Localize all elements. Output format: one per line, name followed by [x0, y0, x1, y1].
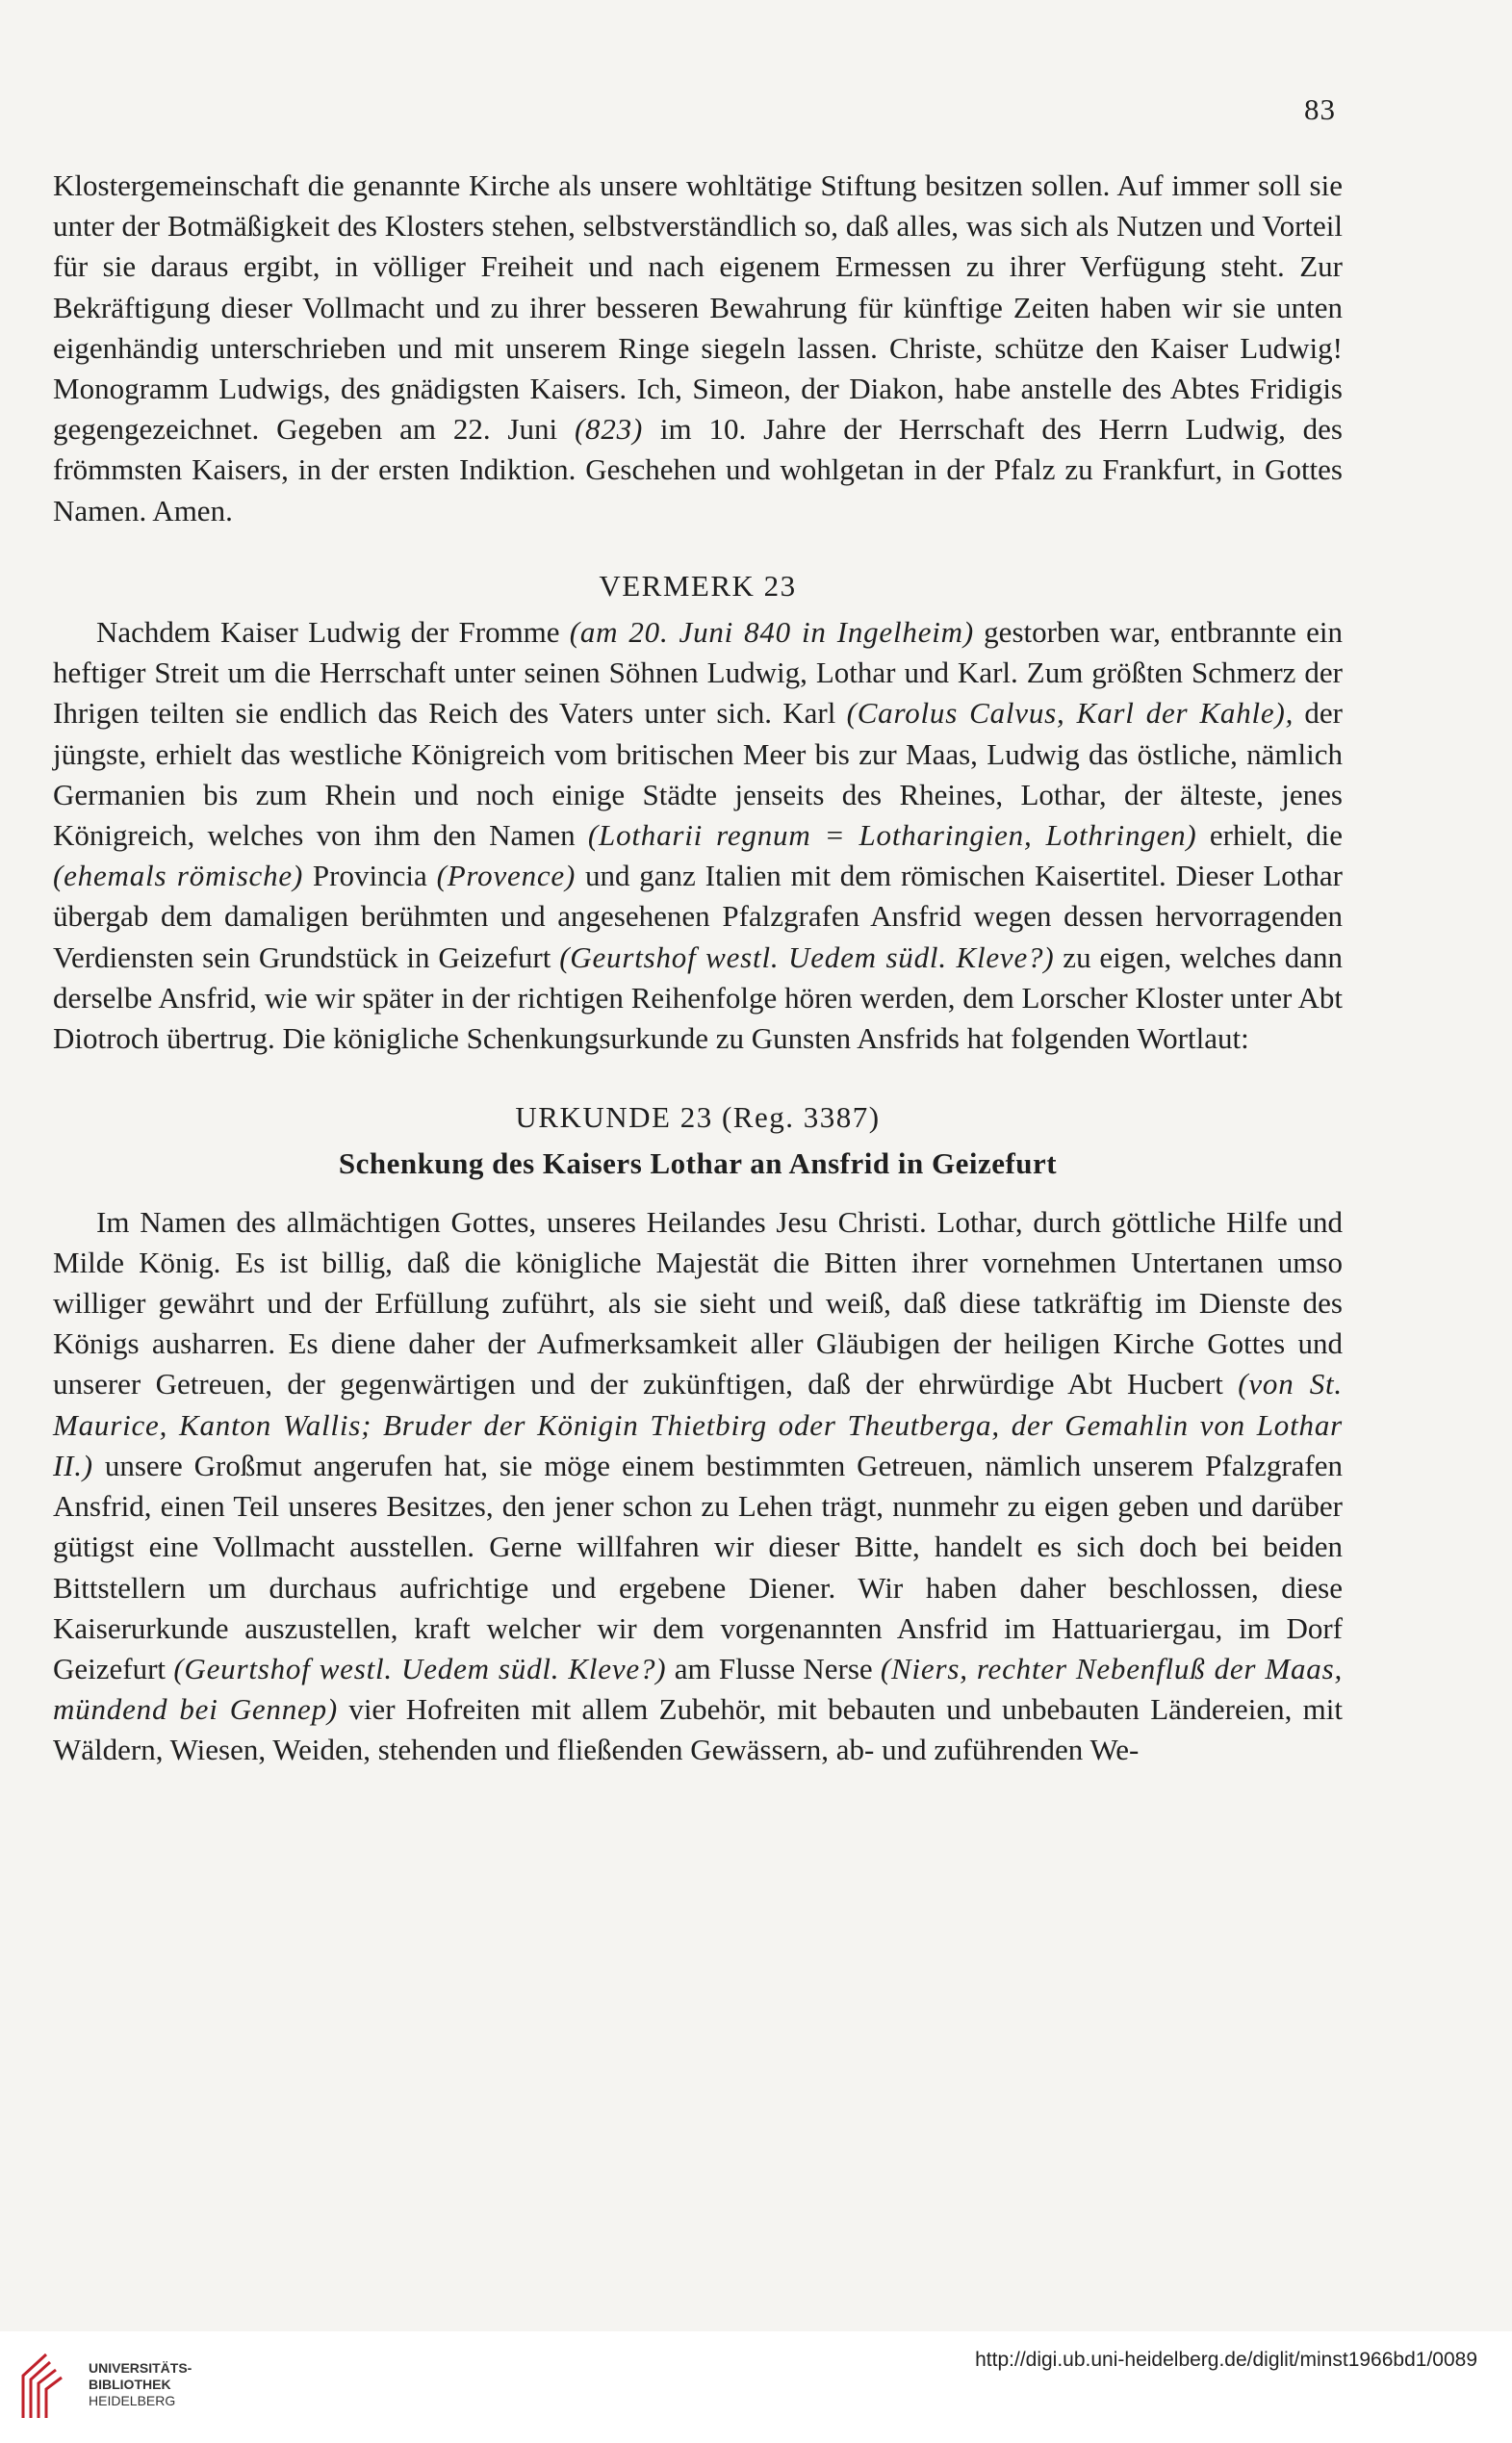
- digitization-footer: [0, 2331, 1512, 2443]
- editorial-note: (am 20. Juni 840 in Ingelheim): [569, 615, 974, 650]
- paragraph-vermerk: [53, 612, 1343, 1059]
- text-run: Klostergemeinschaft die genannte Kirche als unsere wohltätige Stiftung besitzen sollen. Auf immer soll sie unter der Botmäßigkeit des Klosters stehen, selbstverständlich so, daß alles, was sich als Nutzen und Vorteil für sie daraus ergibt, in völliger Freiheit und nach eigenem Ermessen zu ihrer Verfügung steht. Zur Bekräftigung dieser Vollmacht und zu ihrer besseren Bewahrung für künftige Zeiten haben wir sie unten eigenhändig unterschrieben und mit unserem Ringe siegeln lassen. Christe, schütze den Kaiser Ludwig! Monogramm Ludwigs, des gnädigsten Kaisers. Ich, Simeon, der Diakon, habe anstelle des Abtes Fridigis gegengezeichnet. Gegeben am 22. Juni: [53, 168, 1343, 447]
- editorial-note: (Lotharii regnum = Lotharingien, Lothringen): [587, 818, 1197, 853]
- library-name-line1: UNIVERSITÄTS-: [89, 2360, 192, 2376]
- paragraph-document-end: [53, 166, 1343, 531]
- editorial-note: (Provence): [436, 859, 577, 893]
- text-run: unsere Großmut angerufen hat, sie möge einem bestimmten Getreuen, nämlich unserem Pfalzgrafen Ansfrid, einen Teil unseres Besitzes, den jener schon zu Lehen trägt, nunmehr zu eigen geben und darüber gütigst eine Vollmacht ausstellen. Gerne willfahren wir dieser Bitte, handelt es sich doch bei beiden Bittstellern um durchaus aufrichtige und ergebene Diener. Wir haben daher beschlossen, diese Kaiserurkunde auszustellen, kraft welcher wir dem vorgenannten Ansfrid im Hattuariergau, im Dorf Geizefurt: [53, 1448, 1343, 1685]
- editorial-note: (823): [574, 412, 644, 447]
- text-run: der jüngste, erhielt das westliche Königreich vom britischen Meer bis zur Maas, Ludwig das östliche, nämlich Germanien bis zum Rhein und noch einige Städte jenseits des Rheines, Lothar, der älteste, jenes Königreich, welches von ihm den Namen: [53, 696, 1343, 853]
- heading-urkunde-title: Schenkung des Kaisers Lothar an Ansfrid in Geizefurt: [338, 1146, 1058, 1181]
- text-run: Im Namen des allmächtigen Gottes, unseres Heilandes Jesu Christi. Lothar, durch göttliche Hilfe und Milde König. Es ist billig, daß die königliche Majestät die Bitten ihrer vornehmen Untertanen umso williger gewährt und der Erfüllung zuführt, als sie sieht und weiß, daß diese tatkräftig im Dienste des Königs ausharren. Es diene daher der Aufmerksamkeit aller Gläubigen der heiligen Kirche Gottes und unserer Getreuen, der gegenwärtigen und der zukünftigen, daß der ehrwürdige Abt Hucbert: [53, 1204, 1343, 1402]
- page-number: 83: [1304, 92, 1336, 126]
- editorial-note: (Carolus Calvus, Karl der Kahle),: [846, 696, 1294, 731]
- body-text: [53, 166, 1343, 1771]
- text-run: Nachdem Kaiser Ludwig der Fromme: [96, 615, 570, 650]
- library-name-line2: BIBLIOTHEK: [89, 2377, 171, 2392]
- library-name-line3: HEIDELBERG: [89, 2393, 176, 2408]
- text-run: im 10. Jahre der Herrschaft des Herrn Ludwig, des frömmsten Kaisers, in der ersten Indiktion. Geschehen und wohlgetan in der Pfalz zu Frankfurt, in Gottes Namen. Amen.: [53, 412, 1343, 527]
- library-name: [89, 2360, 192, 2409]
- heading-urkunde: URKUNDE 23 (Reg. 3387): [515, 1100, 881, 1135]
- text-run: am Flusse Nerse: [666, 1651, 881, 1685]
- heading-vermerk: VERMERK 23: [599, 568, 797, 603]
- editorial-note: (ehemals römische): [53, 859, 304, 893]
- text-run: und ganz Italien mit dem römischen Kaisertitel. Dieser Lothar übergab dem damaligen berühmten und angesehenen Pfalzgrafen Ansfrid wegen dessen hervorragenden Verdiensten sein Grundstück in Geizefurt: [53, 859, 1343, 974]
- text-run: zu eigen, welches dann derselbe Ansfrid, wie wir später in der richtigen Reihenfolge hören werden, dem Lorscher Kloster unter Abt Diotroch übertrug. Die königliche Schenkungsurkunde zu Gunsten Ansfrids hat folgenden Wortlaut:: [53, 939, 1344, 1056]
- source-url-link[interactable]: http://digi.ub.uni-heidelberg.de/diglit/minst1966bd1/0089: [975, 2349, 1477, 2371]
- text-run: vier Hofreiten mit allem Zubehör, mit bebauten und unbebauten Ländereien, mit Wäldern, Wiesen, Weiden, stehenden und fließenden Gewässern, ab- und zuführenden We-: [53, 1692, 1343, 1767]
- text-run: gestorben war, entbrannte ein heftiger Streit um die Herrschaft unter seinen Söhnen Ludwig, Lothar und Karl. Zum größten Schmerz der Ihrigen teilten sie endlich das Reich des Vaters unter sich. Karl: [53, 615, 1343, 731]
- editorial-note: (von St. Maurice, Kanton Wallis; Bruder der Königin Thietbirg oder Theutberga, der Gemahlin von Lothar II.): [53, 1367, 1343, 1482]
- editorial-note: (Geurtshof westl. Uedem südl. Kleve?): [173, 1651, 667, 1685]
- library-logo-icon: [17, 2347, 77, 2424]
- text-run: erhielt, die: [1196, 818, 1343, 853]
- text-run: Provincia: [303, 859, 437, 893]
- editorial-note: (Geurtshof westl. Uedem südl. Kleve?): [559, 939, 1055, 974]
- editorial-note: (Niers, rechter Nebenfluß der Maas, mündend bei Gennep): [53, 1651, 1344, 1727]
- paragraph-urkunde: [53, 1202, 1343, 1771]
